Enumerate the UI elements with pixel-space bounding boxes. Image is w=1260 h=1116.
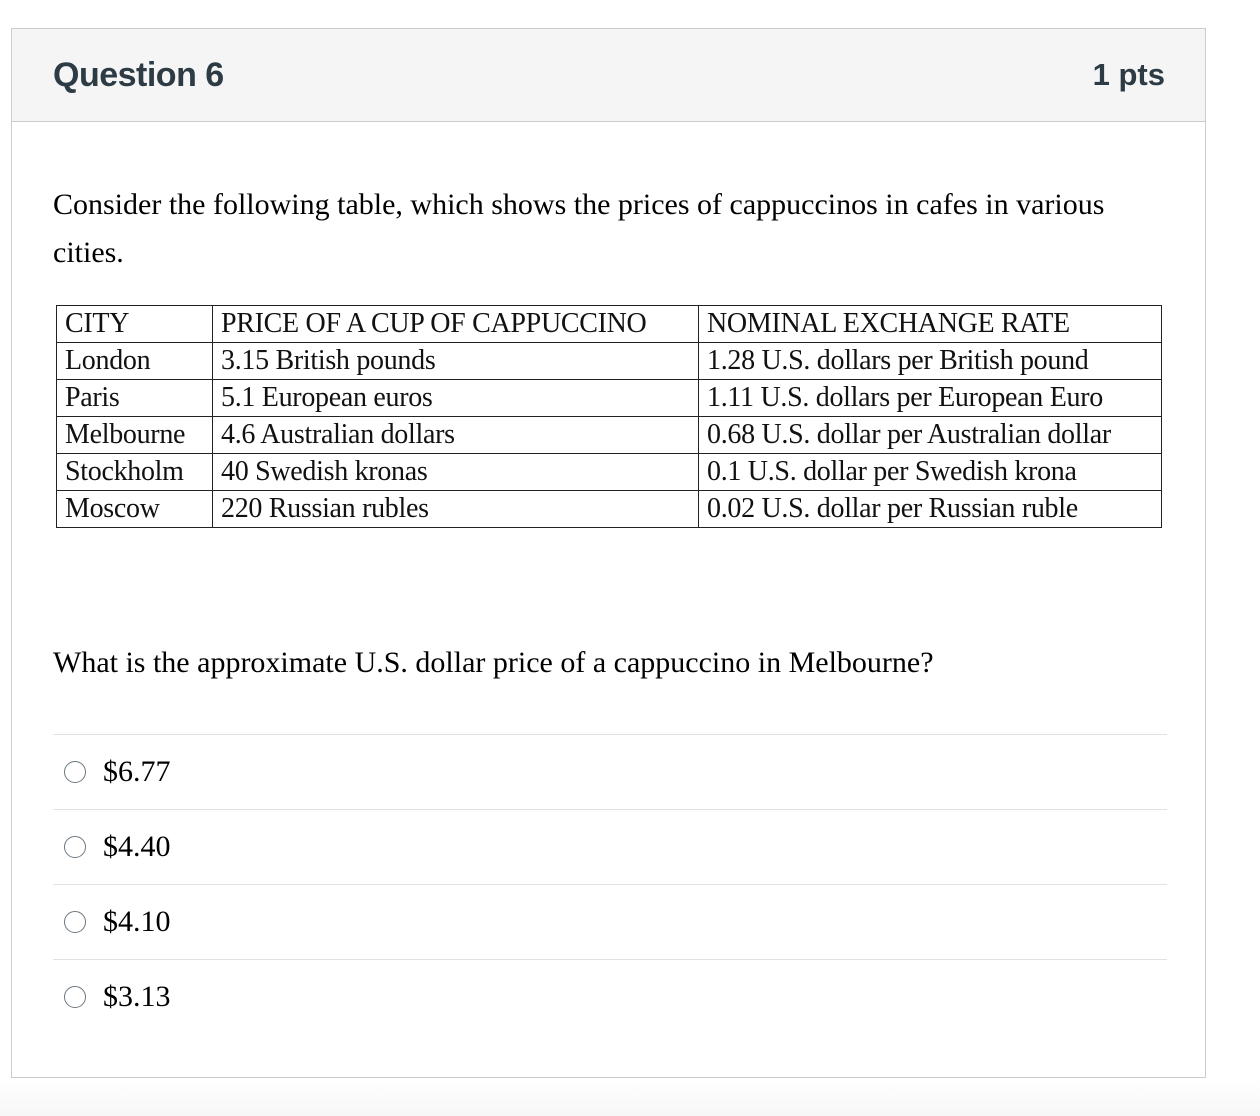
answer-option[interactable]: [53, 884, 1167, 959]
table-header-cell: NOMINAL EXCHANGE RATE: [699, 306, 1162, 343]
question-card: [11, 28, 1206, 1078]
answer-option[interactable]: [53, 809, 1167, 884]
table-cell-city: Paris: [57, 380, 213, 417]
table-cell-price: 220 Russian rubles: [213, 491, 699, 528]
question-title: Question 6: [53, 55, 224, 94]
question-header: [12, 29, 1205, 122]
radio-button[interactable]: [64, 911, 86, 933]
answer-label: $6.77: [103, 755, 171, 788]
table-cell-city: Moscow: [57, 491, 213, 528]
table-cell-rate: 0.68 U.S. dollar per Australian dollar: [699, 417, 1162, 454]
prompt-text: Consider the following table, which shows the prices of cappuccinos in cafes in various cities.: [53, 188, 1105, 269]
table-header-cell: CITY: [57, 306, 213, 343]
page-bottom-shade: [0, 1080, 1260, 1116]
table-row: [57, 454, 1162, 491]
table-cell-rate: 1.11 U.S. dollars per European Euro: [699, 380, 1162, 417]
table-cell-rate: 0.1 U.S. dollar per Swedish krona: [699, 454, 1162, 491]
answer-label: $4.10: [103, 905, 171, 938]
table-row: [57, 343, 1162, 380]
radio-button[interactable]: [64, 761, 86, 783]
table-cell-rate: 0.02 U.S. dollar per Russian ruble: [699, 491, 1162, 528]
table-row: [57, 380, 1162, 417]
answer-option[interactable]: [53, 734, 1167, 809]
radio-button[interactable]: [64, 836, 86, 858]
answer-list: [53, 734, 1167, 1034]
table-cell-rate: 1.28 U.S. dollars per British pound: [699, 343, 1162, 380]
question-text: What is the approximate U.S. dollar price of a cappuccino in Melbourne?: [53, 646, 934, 679]
table-cell-price: 5.1 European euros: [213, 380, 699, 417]
cappuccino-price-table: [56, 305, 1162, 528]
table-row: [57, 491, 1162, 528]
table-cell-price: 4.6 Australian dollars: [213, 417, 699, 454]
table-cell-city: London: [57, 343, 213, 380]
table-cell-price: 3.15 British pounds: [213, 343, 699, 380]
table-header-row: [57, 306, 1162, 343]
answer-label: $3.13: [103, 980, 171, 1013]
table-cell-city: Stockholm: [57, 454, 213, 491]
table-row: [57, 417, 1162, 454]
table-header-cell: PRICE OF A CUP OF CAPPUCCINO: [213, 306, 699, 343]
answer-label: $4.40: [103, 830, 171, 863]
answer-option[interactable]: [53, 959, 1167, 1034]
question-points: 1 pts: [1092, 57, 1165, 92]
table-cell-price: 40 Swedish kronas: [213, 454, 699, 491]
table-cell-city: Melbourne: [57, 417, 213, 454]
radio-button[interactable]: [64, 986, 86, 1008]
